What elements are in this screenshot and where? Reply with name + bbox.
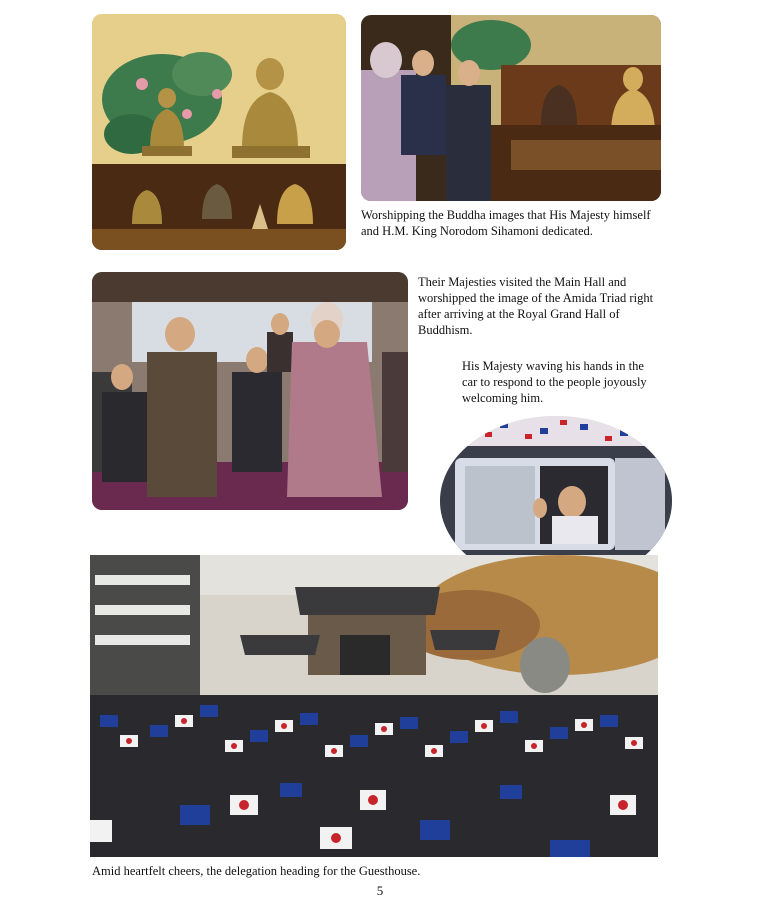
photo-flag-crowd (90, 555, 658, 857)
caption-main-hall-visit: Their Majesties visited the Main Hall and worshipped the image of the Amida Triad right after arriving at the Royal Grand Hall of Buddhism. (418, 275, 654, 337)
photo-shrine-worship (361, 15, 661, 201)
caption-guesthouse-cheers: Amid heartfelt cheers, the delegation heading for the Guesthouse. (92, 864, 421, 878)
caption-car-wave: His Majesty waving his hands in the car to respond to the people joyously welcoming him. (462, 359, 647, 405)
caption-shrine-worship: Worshipping the Buddha images that His Majesty himself and H.M. King Norodom Sihamoni dedicated. (361, 208, 651, 238)
page-number: 5 (376, 883, 384, 898)
photo-buddha-altar (92, 14, 346, 250)
photo-main-hall-visit (92, 272, 408, 510)
